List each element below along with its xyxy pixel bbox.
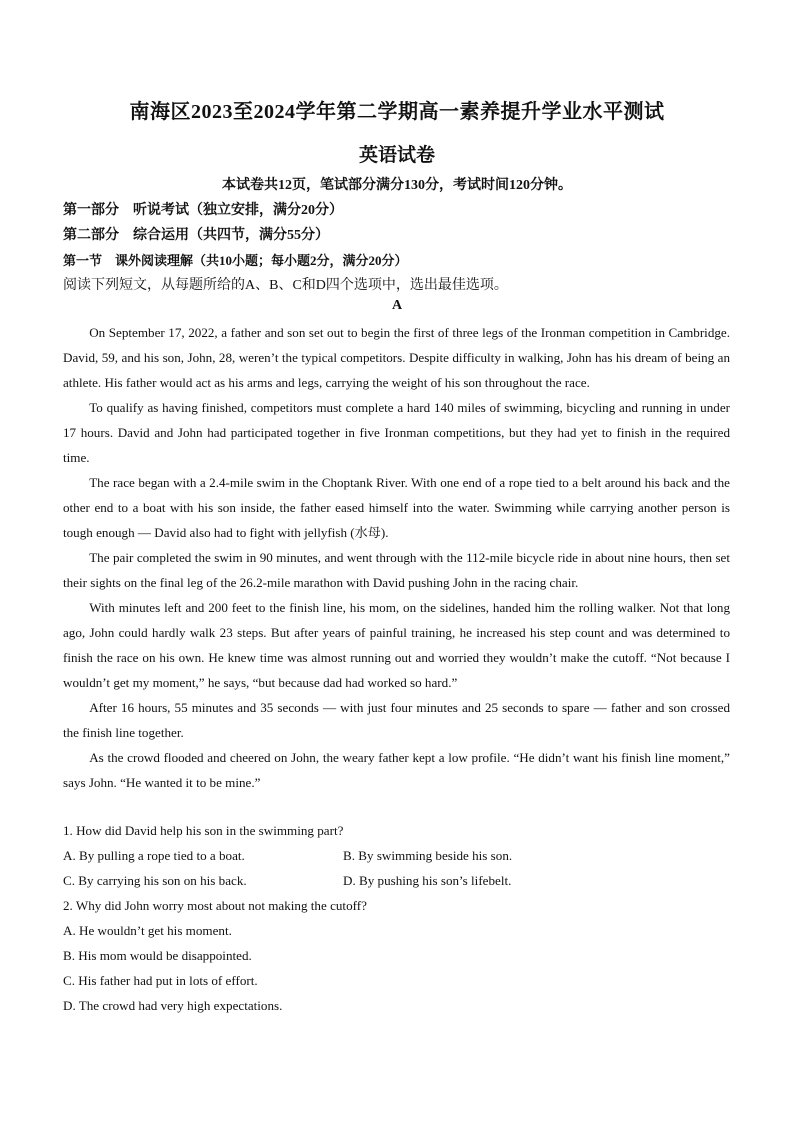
option-d: D. The crowd had very high expectations. (63, 998, 283, 1013)
option-b: B. His mom would be disappointed. (63, 948, 252, 963)
instruction-text: 阅读下列短文，从每题所给的A、B、C和D四个选项中，选出最佳选项。 (63, 278, 508, 293)
question-stem: 1. How did David help his son in the swimming part? (63, 823, 344, 838)
paragraph: After 16 hours, 55 minutes and 35 seconds — with just four minutes and 25 seconds to spare — father and son crossed the finish line together. (63, 700, 730, 740)
exam-subtitle: 英语试卷 (358, 145, 435, 166)
passage-body (63, 320, 730, 795)
option-a: A. He wouldn’t get his moment. (63, 923, 232, 938)
part-two-heading: 第二部分 综合运用（共四节，满分55分） (63, 228, 329, 243)
exam-info: 本试卷共12页，笔试部分满分130分，考试时间120分钟。 (222, 178, 572, 193)
option-b: B. By swimming beside his son. (343, 848, 513, 863)
paragraph: On September 17, 2022, a father and son set out to begin the first of three legs of the Ironman competition in Cambridge. David, 59, and his son, John, 28, weren’t the typical competitors. Despite difficulty in walking, John has his dream of being an athlete. His father would act as his arms and legs, carrying the weight of his son throughout the race. (63, 325, 730, 390)
question-stem: 2. Why did John worry most about not making the cutoff? (63, 898, 367, 913)
paragraph: With minutes left and 200 feet to the finish line, his mom, on the sidelines, handed him the rolling walker. Not that long ago, John could hardly walk 23 steps. But after years of painful training, he increased his step count and was determined to finish the race on his own. He knew time was almost running out and worried they wouldn’t make the cutoff. “Not because I wouldn’t get my moment,” he says, “but because dad had worked so hard.” (63, 600, 730, 690)
passage-letter: A (391, 298, 403, 313)
option-a: A. By pulling a rope tied to a boat. (63, 848, 245, 863)
option-d: D. By pushing his son’s lifebelt. (343, 873, 512, 888)
paragraph: The race began with a 2.4-mile swim in the Choptank River. With one end of a rope tied to a belt around his back and the other end to a boat with his son inside, the father eased himself into the water. Swimming while carrying another person is tough enough — David also had to fight with jellyfish (水母). (63, 475, 730, 540)
paragraph: To qualify as having finished, competitors must complete a hard 140 miles of swimming, bicycling and running in under 17 hours. David and John had participated together in five Ironman competitions, but they had yet to finish in the required time. (63, 400, 730, 465)
option-c: C. By carrying his son on his back. (63, 873, 247, 888)
exam-title: 南海区2023至2024学年第二学期高一素养提升学业水平测试 (129, 101, 665, 123)
part-one-heading: 第一部分 听说考试（独立安排，满分20分） (63, 203, 343, 218)
paragraph: The pair completed the swim in 90 minutes, and went through with the 112-mile bicycle ride in about nine hours, then set their sights on the final leg of the 26.2-mile marathon with David pushing John in the racing chair. (63, 550, 730, 590)
section-one-heading: 第一节 课外阅读理解（共10小题；每小题2分，满分20分） (63, 253, 408, 268)
paragraph: As the crowd flooded and cheered on John, the weary father kept a low profile. “He didn’t want his finish line moment,” says John. “He wanted it to be mine.” (63, 750, 730, 790)
option-c: C. His father had put in lots of effort. (63, 973, 258, 988)
